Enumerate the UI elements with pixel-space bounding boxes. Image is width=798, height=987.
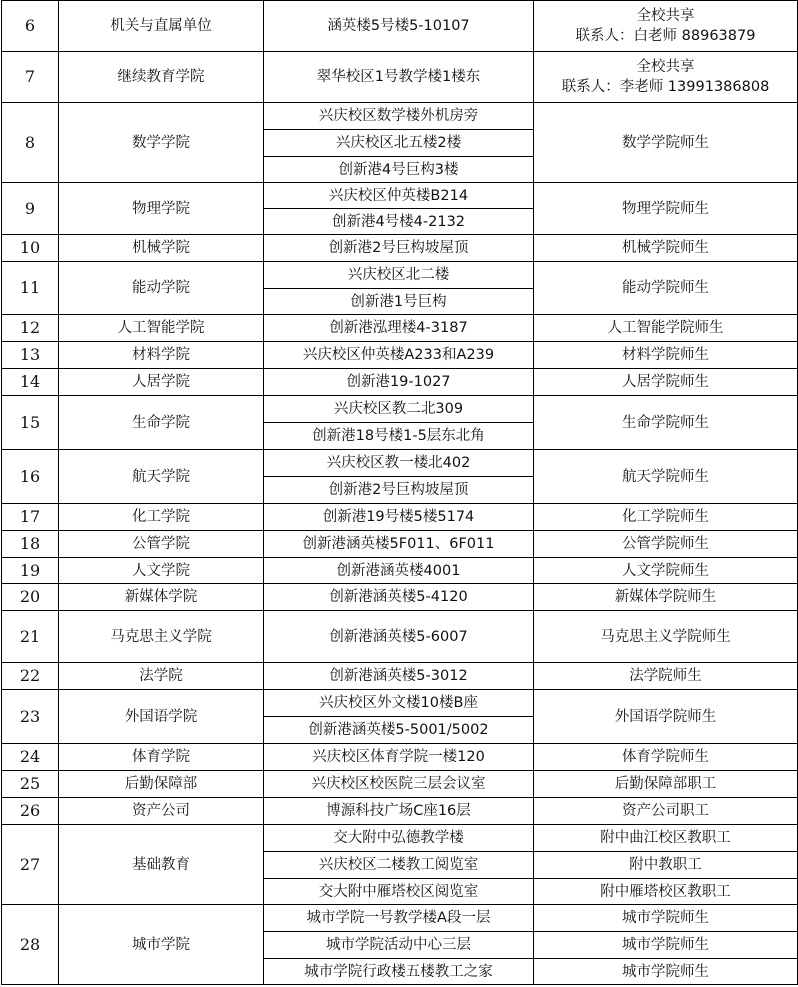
row-number: 16 — [2, 450, 59, 504]
eligible-users — [534, 798, 798, 825]
unit-name: 生命学院 — [59, 396, 264, 450]
row-number: 21 — [2, 611, 59, 663]
eligible-users — [534, 611, 798, 663]
location: 创新港涵英楼5F011、6F011 — [264, 531, 534, 558]
unit-name: 人居学院 — [59, 369, 264, 396]
scope-text: 全校共享 — [636, 8, 695, 24]
row-number: 7 — [2, 52, 59, 103]
location: 兴庆校区校医院三层会议室 — [264, 771, 534, 798]
location: 创新港19-1027 — [264, 369, 534, 396]
scope-text: 机械学院师生 — [622, 240, 709, 256]
location: 兴庆校区教一楼北402 — [264, 450, 534, 477]
scope-text: 马克思主义学院师生 — [600, 628, 731, 645]
eligible-users — [534, 1, 798, 52]
row-number: 25 — [2, 771, 59, 798]
location: 城市学院一号教学楼A段一层 — [264, 905, 534, 932]
row-number: 27 — [2, 825, 59, 905]
table-row — [2, 369, 798, 396]
scope-text: 材料学院师生 — [622, 347, 709, 363]
scope-text: 全校共享 — [636, 59, 695, 75]
table-row — [2, 396, 798, 423]
scope-text: 数学学院师生 — [622, 134, 709, 151]
table-row — [2, 183, 798, 209]
unit-name: 外国语学院 — [59, 690, 264, 744]
row-number: 12 — [2, 315, 59, 342]
location: 兴庆校区外文楼10楼B座 — [264, 690, 534, 717]
row-number: 17 — [2, 504, 59, 531]
scope-text: 外国语学院师生 — [614, 708, 717, 725]
eligible-users — [534, 771, 798, 798]
unit-name: 人文学院 — [59, 558, 264, 584]
scope-text: 物理学院师生 — [622, 200, 709, 217]
scope-text: 体育学院师生 — [622, 749, 709, 765]
eligible-users — [534, 584, 798, 611]
unit-name: 后勤保障部 — [59, 771, 264, 798]
row-number: 10 — [2, 235, 59, 262]
scope-text: 人工智能学院师生 — [607, 320, 724, 336]
scope-text: 能动学院师生 — [622, 280, 709, 296]
row-number: 13 — [2, 342, 59, 369]
unit-name: 材料学院 — [59, 342, 264, 369]
location: 创新港涵英楼5-4120 — [264, 584, 534, 611]
eligible-users — [534, 183, 798, 235]
scope-text: 化工学院师生 — [622, 509, 709, 525]
unit-name: 城市学院 — [59, 905, 264, 985]
location: 涵英楼5号楼5-10107 — [264, 1, 534, 52]
unit-name: 航天学院 — [59, 450, 264, 504]
table-row — [2, 663, 798, 690]
location: 兴庆校区北五楼2楼 — [264, 130, 534, 157]
row-number: 22 — [2, 663, 59, 690]
eligible-users — [534, 315, 798, 342]
table-row — [2, 450, 798, 477]
unit-name: 人工智能学院 — [59, 315, 264, 342]
row-number: 6 — [2, 1, 59, 52]
scope-text: 法学院师生 — [629, 668, 702, 684]
row-number: 8 — [2, 103, 59, 183]
eligible-users — [534, 396, 798, 450]
row-number: 14 — [2, 369, 59, 396]
unit-name: 化工学院 — [59, 504, 264, 531]
row-number: 18 — [2, 531, 59, 558]
location: 博源科技广场C座16层 — [264, 798, 534, 825]
location: 交大附中雁塔校区阅览室 — [264, 879, 534, 905]
eligible-users — [534, 342, 798, 369]
location: 兴庆校区北二楼 — [264, 262, 534, 289]
unit-name: 继续教育学院 — [59, 52, 264, 103]
eligible-users — [534, 744, 798, 771]
eligible-users: 城市学院师生 — [534, 905, 798, 932]
table-row — [2, 235, 798, 262]
unit-name: 数学学院 — [59, 103, 264, 183]
table-row — [2, 690, 798, 717]
table-row — [2, 798, 798, 825]
location: 兴庆校区体育学院一楼120 — [264, 744, 534, 771]
unit-name: 新媒体学院 — [59, 584, 264, 611]
location: 创新港19号楼5楼5174 — [264, 504, 534, 531]
unit-name: 体育学院 — [59, 744, 264, 771]
eligible-users — [534, 504, 798, 531]
location: 城市学院行政楼五楼教工之家 — [264, 959, 534, 985]
eligible-users — [534, 262, 798, 315]
location: 兴庆校区二楼教工阅览室 — [264, 852, 534, 879]
eligible-users — [534, 235, 798, 262]
unit-name: 资产公司 — [59, 798, 264, 825]
row-number: 26 — [2, 798, 59, 825]
location: 兴庆校区仲英楼B214 — [264, 183, 534, 209]
eligible-users — [534, 531, 798, 558]
scope-text: 生命学院师生 — [622, 414, 709, 431]
table-row — [2, 52, 798, 103]
table-row — [2, 825, 798, 852]
row-number: 11 — [2, 262, 59, 315]
unit-name: 机关与直属单位 — [59, 1, 264, 52]
location: 创新港泓理楼4-3187 — [264, 315, 534, 342]
scope-text: 新媒体学院师生 — [614, 589, 717, 605]
location: 创新港2号巨构坡屋顶 — [264, 477, 534, 504]
unit-name: 马克思主义学院 — [59, 611, 264, 663]
location: 创新港1号巨构 — [264, 289, 534, 315]
location: 兴庆校区仲英楼A233和A239 — [264, 342, 534, 369]
unit-name: 公管学院 — [59, 531, 264, 558]
location: 创新港4号楼4-2132 — [264, 209, 534, 235]
scope-text: 航天学院师生 — [622, 468, 709, 485]
location: 创新港涵英楼5-5001/5002 — [264, 717, 534, 744]
location: 创新港涵英楼5-3012 — [264, 663, 534, 690]
eligible-users — [534, 450, 798, 504]
table-row — [2, 611, 798, 663]
scope-text: 人居学院师生 — [622, 374, 709, 390]
table-row — [2, 1, 798, 52]
table-row — [2, 771, 798, 798]
contact-text: 联系人：李老师 13991386808 — [561, 79, 770, 95]
row-number: 15 — [2, 396, 59, 450]
eligible-users — [534, 103, 798, 183]
location: 创新港18号楼1-5层东北角 — [264, 423, 534, 450]
unit-name: 法学院 — [59, 663, 264, 690]
location: 兴庆校区数学楼外机房旁 — [264, 103, 534, 130]
eligible-users: 城市学院师生 — [534, 932, 798, 959]
eligible-users: 附中雁塔校区教职工 — [534, 879, 798, 905]
scope-text: 人文学院师生 — [622, 562, 709, 579]
eligible-users — [534, 663, 798, 690]
eligible-users: 城市学院师生 — [534, 959, 798, 985]
table-row — [2, 103, 798, 130]
venue-table — [1, 0, 798, 985]
table-row — [2, 584, 798, 611]
eligible-users: 附中教职工 — [534, 852, 798, 879]
contact-text: 联系人：白老师 88963879 — [575, 28, 756, 44]
table-row — [2, 905, 798, 932]
row-number: 24 — [2, 744, 59, 771]
row-number: 19 — [2, 558, 59, 584]
unit-name: 基础教育 — [59, 825, 264, 905]
row-number: 20 — [2, 584, 59, 611]
table-row — [2, 744, 798, 771]
location: 创新港涵英楼5-6007 — [264, 611, 534, 663]
eligible-users — [534, 558, 798, 584]
location: 创新港2号巨构坡屋顶 — [264, 235, 534, 262]
table-row — [2, 342, 798, 369]
unit-name: 物理学院 — [59, 183, 264, 235]
table-row — [2, 558, 798, 584]
table-row — [2, 504, 798, 531]
row-number: 9 — [2, 183, 59, 235]
eligible-users: 附中曲江校区教职工 — [534, 825, 798, 852]
eligible-users — [534, 369, 798, 396]
table-row — [2, 531, 798, 558]
eligible-users — [534, 690, 798, 744]
scope-text: 后勤保障部职工 — [614, 776, 717, 792]
eligible-users — [534, 52, 798, 103]
location: 城市学院活动中心三层 — [264, 932, 534, 959]
location: 翠华校区1号教学楼1楼东 — [264, 52, 534, 103]
location: 创新港涵英楼4001 — [264, 558, 534, 584]
row-number: 28 — [2, 905, 59, 985]
table-row — [2, 262, 798, 289]
table-row — [2, 315, 798, 342]
scope-text: 资产公司职工 — [622, 803, 709, 819]
location: 兴庆校区教二北309 — [264, 396, 534, 423]
unit-name: 机械学院 — [59, 235, 264, 262]
row-number: 23 — [2, 690, 59, 744]
location: 交大附中弘德教学楼 — [264, 825, 534, 852]
scope-text: 公管学院师生 — [622, 536, 709, 552]
location: 创新港4号巨构3楼 — [264, 157, 534, 183]
unit-name: 能动学院 — [59, 262, 264, 315]
